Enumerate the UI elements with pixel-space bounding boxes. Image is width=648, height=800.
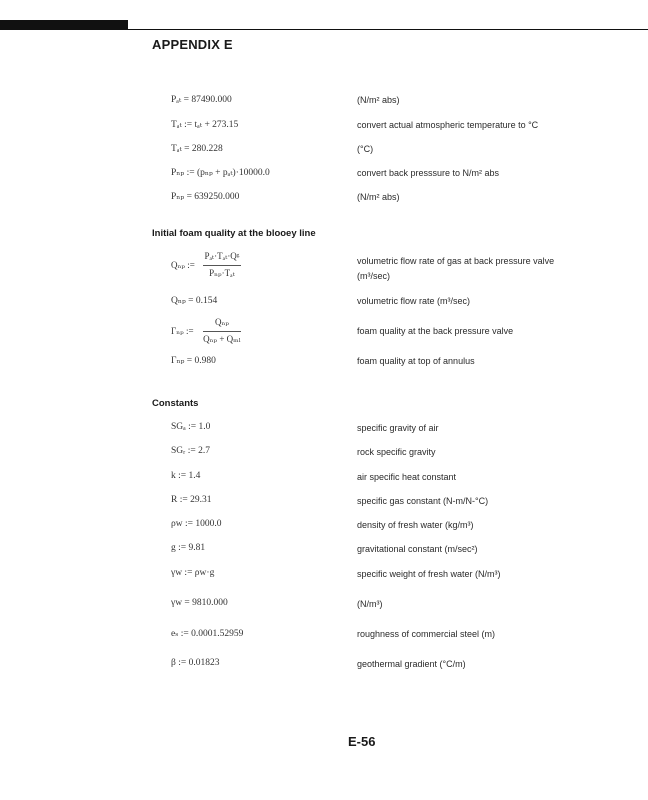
equation: Qₙₚ = 0.154 xyxy=(171,296,218,306)
description: density of fresh water (kg/m³) xyxy=(357,520,474,530)
equation: γw = 9810.000 xyxy=(171,598,228,608)
fraction-numerator: Pₐₜ·Tₐₜ·Qᵍ xyxy=(204,251,240,261)
fraction-numerator: Qₙₚ xyxy=(215,317,229,327)
description: volumetric flow rate (m³/sec) xyxy=(357,296,471,306)
equation: β := 0.01823 xyxy=(171,658,220,668)
equation: eₛ := 0.0001.52959 xyxy=(171,629,244,639)
description: (N/m² abs) xyxy=(357,192,400,202)
equation: Γₙₚ = 0.980 xyxy=(171,356,216,366)
fraction-denominator: Pₙₚ·Tₐₜ xyxy=(209,268,235,278)
fraction-denominator: Qₙₚ + Qₘₗ xyxy=(203,334,241,344)
description: (N/m² abs) xyxy=(357,95,400,105)
header-bar xyxy=(0,20,128,30)
equation: γw := ρw·g xyxy=(171,568,215,578)
description: convert actual atmospheric temperature to °C xyxy=(357,120,539,130)
description-line: volumetric flow rate of gas at back pressure valve xyxy=(357,256,555,266)
equation: Tₐₜ = 280.228 xyxy=(171,144,223,154)
description: air specific heat constant xyxy=(357,472,457,482)
description: (N/m³) xyxy=(357,599,383,609)
description: convert back presssure to N/m² abs xyxy=(357,168,500,178)
equation: SGᵣ := 2.7 xyxy=(171,446,210,456)
header-rule xyxy=(128,29,648,30)
fraction-lhs: Qₙₚ := xyxy=(171,260,195,270)
equation: k := 1.4 xyxy=(171,471,201,481)
description: specific gravity of air xyxy=(357,423,439,433)
page-number: E-56 xyxy=(348,734,376,749)
description: roughness of commercial steel (m) xyxy=(357,629,496,639)
description-line: (m³/sec) xyxy=(357,271,390,281)
equation: g := 9.81 xyxy=(171,543,206,553)
description: foam quality at the back pressure valve xyxy=(357,326,514,336)
equation: SGₐ := 1.0 xyxy=(171,422,211,432)
description: specific weight of fresh water (N/m³) xyxy=(357,569,501,579)
description: (°C) xyxy=(357,144,374,154)
description: rock specific gravity xyxy=(357,447,436,457)
description: specific gas constant (N-m/N-°C) xyxy=(357,496,489,506)
description xyxy=(357,254,554,284)
equation: Tₐₜ := tₐₜ + 273.15 xyxy=(171,120,239,130)
equation: R := 29.31 xyxy=(171,495,212,505)
equation: Pₙₚ = 639250.000 xyxy=(171,192,240,202)
description: geothermal gradient (°C/m) xyxy=(357,659,466,669)
equation: ρw := 1000.0 xyxy=(171,519,222,529)
fraction-lhs: Γₙₚ := xyxy=(171,326,194,336)
fraction-bar xyxy=(203,331,241,332)
fraction-bar xyxy=(203,265,241,266)
section-heading-constants: Constants xyxy=(152,398,199,409)
description: foam quality at top of annulus xyxy=(357,356,475,366)
description: gravitational constant (m/sec²) xyxy=(357,544,478,554)
equation: Pₐₜ = 87490.000 xyxy=(171,95,232,105)
appendix-title: APPENDIX E xyxy=(152,37,233,52)
section-heading-foam: Initial foam quality at the blooey line xyxy=(152,228,316,239)
equation: Pₙₚ := (pₙₚ + pₐₜ)·10000.0 xyxy=(171,168,270,178)
